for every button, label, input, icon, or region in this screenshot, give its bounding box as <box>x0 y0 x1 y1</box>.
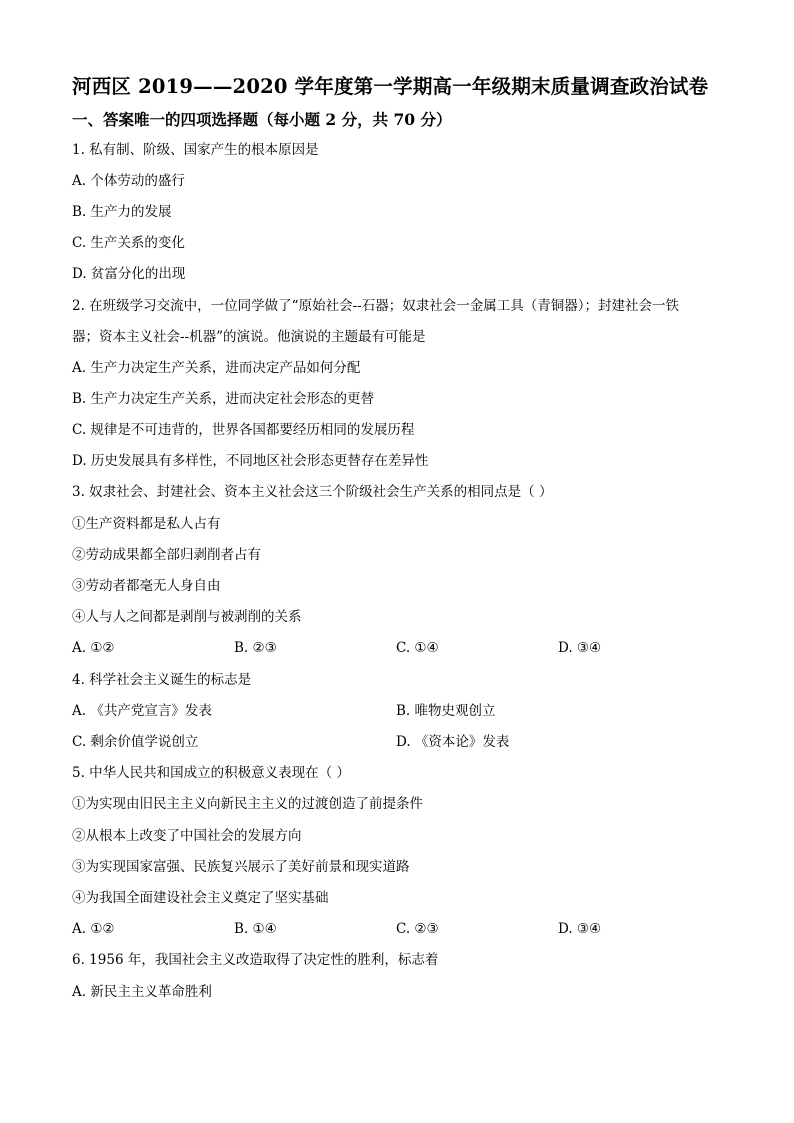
question-1-stem: 1. 私有制、阶级、国家产生的根本原因是 <box>72 142 319 158</box>
question-1-option-b: B. 生产力的发展 <box>72 204 172 220</box>
question-3-statement-1: ①生产资料都是私人占有 <box>72 516 221 532</box>
question-3-option-a: A. ①② <box>72 640 115 656</box>
question-6-option-a: A. 新民主主义革命胜利 <box>72 984 212 1000</box>
question-3-option-b: B. ②③ <box>234 640 277 656</box>
question-5-statement-4: ④为我国全面建设社会主义奠定了坚实基础 <box>72 890 329 906</box>
question-3-statement-4: ④人与人之间都是剥削与被剥削的关系 <box>72 609 302 625</box>
question-1-option-c: C. 生产关系的变化 <box>72 235 185 251</box>
question-5-option-b: B. ①④ <box>234 921 277 937</box>
question-6-stem: 6. 1956 年，我国社会主义改造取得了决定性的胜利，标志着 <box>72 952 439 968</box>
question-1-option-a: A. 个体劳动的盛行 <box>72 173 185 189</box>
question-4-option-d: D. 《资本论》发表 <box>396 734 510 750</box>
question-5-option-a: A. ①② <box>72 921 115 937</box>
question-4-option-b: B. 唯物史观创立 <box>396 703 496 719</box>
question-4-option-c: C. 剩余价值学说创立 <box>72 734 199 750</box>
question-2-option-a: A. 生产力决定生产关系，进而决定产品如何分配 <box>72 360 361 376</box>
question-5-stem: 5. 中华人民共和国成立的积极意义表现在（ ） <box>72 765 350 781</box>
question-3-option-d: D. ③④ <box>558 640 602 656</box>
question-5-statement-2: ②从根本上改变了中国社会的发展方向 <box>72 828 302 844</box>
question-5-statement-1: ①为实现由旧民主主义向新民主主义的过渡创造了前提条件 <box>72 796 423 812</box>
question-3-option-c: C. ①④ <box>396 640 439 656</box>
question-4-option-a: A. 《共产党宣言》发表 <box>72 703 212 719</box>
question-2-option-c: C. 规律是不可违背的，世界各国都要经历相同的发展历程 <box>72 422 415 438</box>
question-5-statement-3: ③为实现国家富强、民族复兴展示了美好前景和现实道路 <box>72 859 410 875</box>
question-1-option-d: D. 贫富分化的出现 <box>72 266 186 282</box>
question-5-option-d: D. ③④ <box>558 921 602 937</box>
question-2-stem-line-2: 器；资本主义社会--机器”的演说。他演说的主题最有可能是 <box>72 329 426 345</box>
question-3-statement-2: ②劳动成果都全部归剥削者占有 <box>72 547 261 563</box>
question-4-stem: 4. 科学社会主义诞生的标志是 <box>72 672 252 688</box>
question-2-option-d: D. 历史发展具有多样性，不同地区社会形态更替存在差异性 <box>72 453 429 469</box>
question-2-stem-line-1: 2. 在班级学习交流中，一位同学做了“原始社会--石器；奴隶社会一金属工具（青铜器）；封建社会一铁 <box>72 298 679 314</box>
question-5-option-c: C. ②③ <box>396 921 439 937</box>
section-heading: 一、答案唯一的四项选择题（每小题 2 分，共 70 分） <box>72 110 452 129</box>
question-2-option-b: B. 生产力决定生产关系，进而决定社会形态的更替 <box>72 391 375 407</box>
question-3-stem: 3. 奴隶社会、封建社会、资本主义社会这三个阶级社会生产关系的相同点是（ ） <box>72 484 553 500</box>
question-3-statement-3: ③劳动者都毫无人身自由 <box>72 578 221 594</box>
exam-title: 河西区 2019——2020 学年度第一学期高一年级期末质量调查政治试卷 <box>72 75 709 98</box>
